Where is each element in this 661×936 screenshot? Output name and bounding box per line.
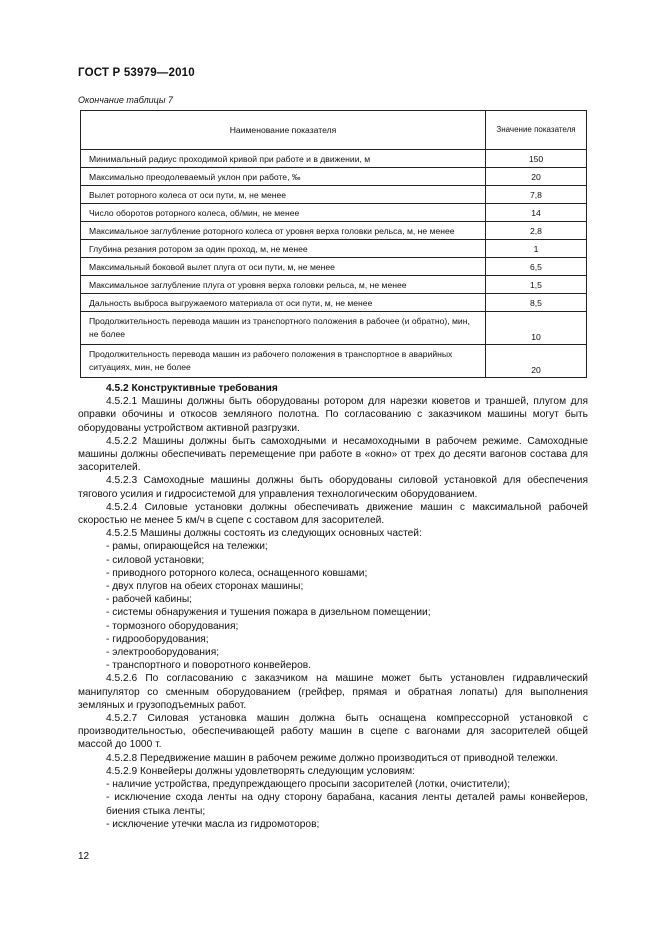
paragraph: 4.5.2.7 Силовая установка машин должна быть оснащена компрессорной установкой с производительностью, обеспечивающей работу машин в сцепе с вагонами для засорителей общей массой до 1000 т. bbox=[78, 713, 588, 751]
table-row bbox=[81, 168, 587, 186]
list-item: - гидрооборудования; bbox=[78, 633, 588, 646]
list-item: - рамы, опирающейся на тележки; bbox=[78, 540, 588, 553]
param-name: Максимальное заглубление роторного колеса от уровня верха головки рельса, м, не менее bbox=[81, 222, 486, 240]
param-value: 1 bbox=[486, 240, 587, 258]
list-item: - силовой установки; bbox=[78, 554, 588, 567]
conveyor-list bbox=[78, 778, 588, 831]
param-name: Число оборотов роторного колеса, об/мин, не менее bbox=[81, 204, 486, 222]
section-title: 4.5.2 Конструктивные требования bbox=[106, 383, 278, 394]
table-row bbox=[81, 345, 587, 378]
table-row bbox=[81, 276, 587, 294]
param-name: Вылет роторного колеса от оси пути, м, не менее bbox=[81, 186, 486, 204]
list-item: - наличие устройства, предупреждающего просыпи засорителей (лотки, очистители); bbox=[78, 778, 588, 791]
paragraph: 4.5.2.9 Конвейеры должны удовлетворять следующим условиям: bbox=[106, 765, 415, 777]
param-value: 6,5 bbox=[486, 258, 587, 276]
table-row bbox=[81, 240, 587, 258]
param-value: 1,5 bbox=[486, 276, 587, 294]
table-row bbox=[81, 186, 587, 204]
list-item: - исключение утечки масла из гидромоторов; bbox=[78, 818, 588, 831]
paragraph: 4.5.2.2 Машины должны быть самоходными и несамоходными в рабочем режиме. Самоходные машины должны обеспечивать перемещение при работе в «окно» от трех до десяти вагонов состава для засорителей. bbox=[78, 435, 588, 474]
param-value: 10 bbox=[486, 312, 587, 345]
paragraph: 4.5.2.5 Машины должны состоять из следующих основных частей: bbox=[106, 528, 422, 540]
column-header-name: Наименование показателя bbox=[81, 111, 486, 150]
param-value: 7,8 bbox=[486, 186, 587, 204]
table-row bbox=[81, 294, 587, 312]
table-row bbox=[81, 222, 587, 240]
document-header: ГОСТ Р 53979—2010 bbox=[78, 67, 195, 79]
param-name: Максимально преодолеваемый уклон при работе, ‰ bbox=[81, 168, 486, 186]
paragraph: 4.5.2.6 По согласованию с заказчиком на машине может быть установлен гидравлический манипулятор со сменным оборудованием (грейфер, прямая и обратная лопаты) для выполнения земляных и грузоподъемных работ. bbox=[78, 673, 588, 711]
param-value: 14 bbox=[486, 204, 587, 222]
paragraph: 4.5.2.4 Силовые установки должны обеспечивать движение машин с максимальной рабочей скоростью не менее 5 км/ч в сцепе с составом для засорителей. bbox=[78, 501, 588, 527]
list-item: - тормозного оборудования; bbox=[78, 620, 588, 633]
param-name: Продолжительность перевода машин из рабочего положения в транспортное в аварийных ситуациях, мин, не более bbox=[81, 345, 486, 378]
param-name: Максимальный боковой вылет плуга от оси пути, м, не менее bbox=[81, 258, 486, 276]
paragraph: 4.5.2.1 Машины должны быть оборудованы ротором для нарезки кюветов и траншей, плугом для оправки обочины и откосов земляного полотна. По согласованию с заказчиком машины могут быть оборудованы устройством активной разгрузки. bbox=[78, 396, 588, 434]
page-number: 12 bbox=[78, 851, 90, 862]
param-value: 8,5 bbox=[486, 294, 587, 312]
list-item: - электрооборудования; bbox=[78, 646, 588, 659]
list-item: - приводного роторного колеса, оснащенного ковшами; bbox=[78, 567, 588, 580]
body-text bbox=[78, 382, 588, 831]
list-item: - исключение схода ленты на одну сторону барабана, касания ленты деталей рамы конвейеров, биения стыка ленты; bbox=[78, 791, 588, 817]
param-name: Глубина резания ротором за один проход, м, не менее bbox=[81, 240, 486, 258]
paragraph: 4.5.2.3 Самоходные машины должны быть оборудованы силовой установкой для обеспечения тягового усилия и гидросистемой для управления технологическим оборудованием. bbox=[78, 475, 588, 500]
parameters-table bbox=[80, 110, 587, 378]
column-header-value: Значение показателя bbox=[486, 111, 587, 150]
param-value: 20 bbox=[486, 168, 587, 186]
table-row bbox=[81, 258, 587, 276]
list-item: - рабочей кабины; bbox=[78, 593, 588, 606]
parts-list bbox=[78, 540, 588, 672]
param-value: 2,8 bbox=[486, 222, 587, 240]
table-caption: Окончание таблицы 7 bbox=[78, 95, 173, 105]
param-name: Продолжительность перевода машин из транспортного положения в рабочее (и обратно), мин, не более bbox=[81, 312, 486, 345]
list-item: - двух плугов на обеих сторонах машины; bbox=[78, 580, 588, 593]
table-row bbox=[81, 204, 587, 222]
table-row bbox=[81, 312, 587, 345]
param-name: Минимальный радиус проходимой кривой при работе и в движении, м bbox=[81, 150, 486, 168]
list-item: - системы обнаружения и тушения пожара в дизельном помещении; bbox=[78, 606, 588, 619]
list-item: - транспортного и поворотного конвейеров. bbox=[78, 659, 588, 672]
param-name: Максимальное заглубление плуга от уровня верха головки рельса, м, не менее bbox=[81, 276, 486, 294]
param-value: 150 bbox=[486, 150, 587, 168]
table-row bbox=[81, 150, 587, 168]
param-value: 20 bbox=[486, 345, 587, 378]
paragraph: 4.5.2.8 Передвижение машин в рабочем режиме должно производиться от приводной тележки. bbox=[106, 752, 559, 764]
param-name: Дальность выброса выгружаемого материала от оси пути, м, не менее bbox=[81, 294, 486, 312]
